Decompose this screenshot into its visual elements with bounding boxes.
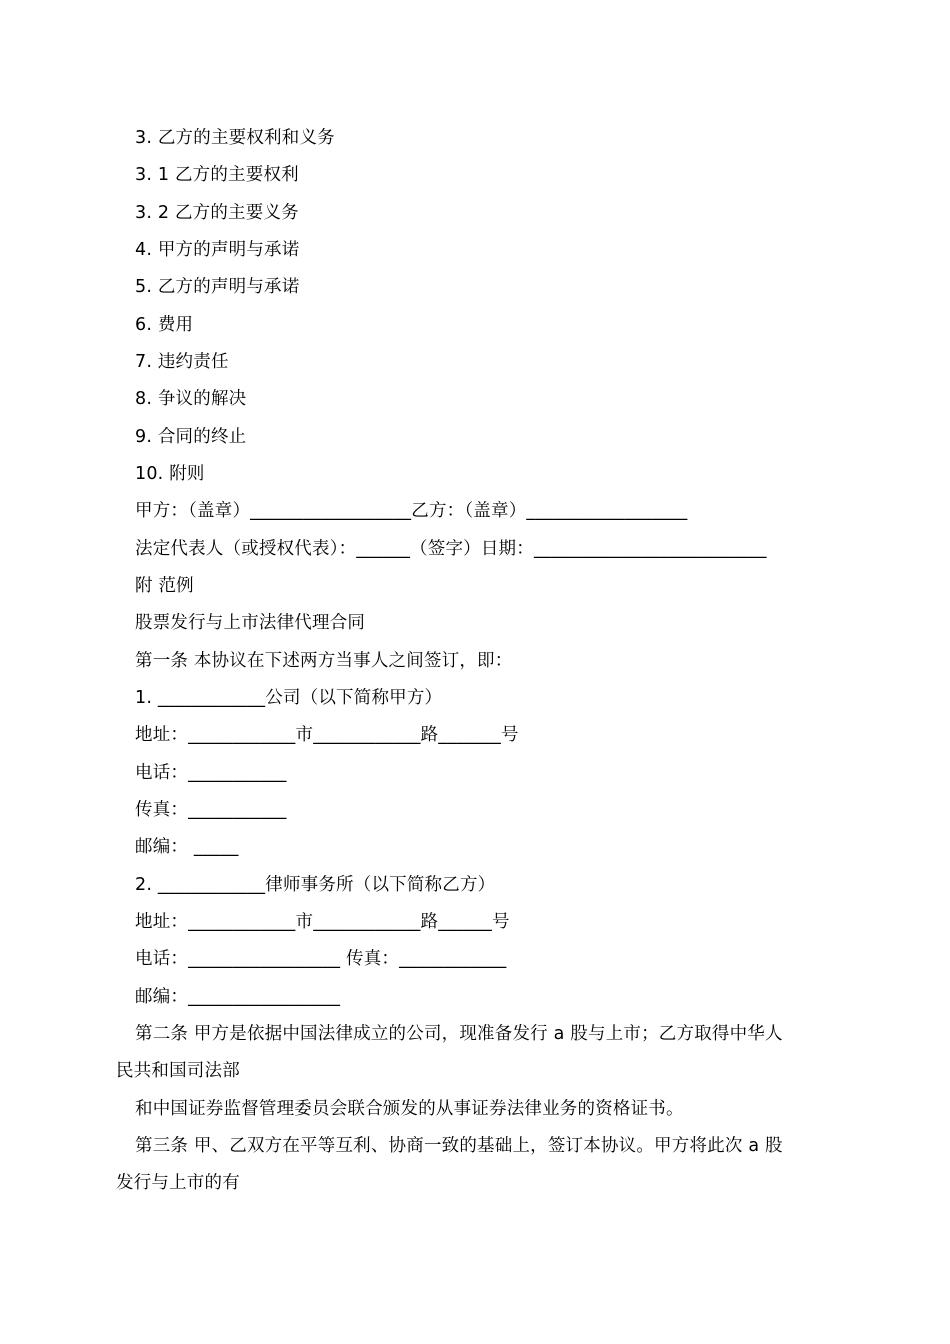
toc-item-3: 3. 乙方的主要权利和义务 bbox=[135, 128, 335, 148]
appendix-heading: 附 范例 bbox=[135, 576, 194, 596]
article-1: 第一条 本协议在下述两方当事人之间签订，即： bbox=[135, 651, 513, 671]
toc-item-6: 6. 费用 bbox=[135, 315, 194, 335]
party-b-firm: 2. ____________律师事务所（以下简称乙方） bbox=[135, 875, 496, 895]
toc-item-9: 9. 合同的终止 bbox=[135, 427, 247, 447]
toc-item-4: 4. 甲方的声明与承诺 bbox=[135, 240, 300, 260]
party-a-address: 地址：____________市____________路_______号 bbox=[135, 725, 519, 745]
party-b-phone-fax: 电话：_________________ 传真：____________ bbox=[135, 949, 507, 969]
party-b-address: 地址：____________市____________路______号 bbox=[135, 912, 510, 932]
party-a-postcode: 邮编： _____ bbox=[135, 837, 239, 857]
article-2-line-2: 民共和国司法部 bbox=[116, 1061, 240, 1081]
article-2-line-3: 和中国证券监督管理委员会联合颁发的从事证券法律业务的资格证书。 bbox=[135, 1099, 684, 1119]
toc-item-3-1: 3. 1 乙方的主要权利 bbox=[135, 165, 299, 185]
toc-item-8: 8. 争议的解决 bbox=[135, 389, 247, 409]
representative-signature-line: 法定代表人（或授权代表）：______（签字）日期：__________________________ bbox=[135, 539, 767, 559]
seal-signature-line: 甲方：（盖章）__________________乙方：（盖章）__________________ bbox=[135, 501, 688, 521]
toc-item-10: 10. 附则 bbox=[135, 464, 205, 484]
party-a-company: 1. ____________公司（以下简称甲方） bbox=[135, 688, 443, 708]
contract-title: 股票发行与上市法律代理合同 bbox=[135, 613, 366, 633]
toc-item-3-2: 3. 2 乙方的主要义务 bbox=[135, 203, 299, 223]
article-3-line-1: 第三条 甲、乙双方在平等互利、协商一致的基础上，签订本协议。甲方将此次 a 股 bbox=[135, 1136, 783, 1156]
party-a-phone: 电话：___________ bbox=[135, 763, 287, 783]
toc-item-7: 7. 违约责任 bbox=[135, 352, 229, 372]
party-b-postcode: 邮编：_________________ bbox=[135, 987, 341, 1007]
article-3-line-2: 发行与上市的有 bbox=[116, 1173, 240, 1193]
toc-item-5: 5. 乙方的声明与承诺 bbox=[135, 277, 300, 297]
article-2-line-1: 第二条 甲方是依据中国法律成立的公司，现准备发行 a 股与上市；乙方取得中华人 bbox=[135, 1024, 783, 1044]
party-a-fax: 传真：___________ bbox=[135, 800, 287, 820]
